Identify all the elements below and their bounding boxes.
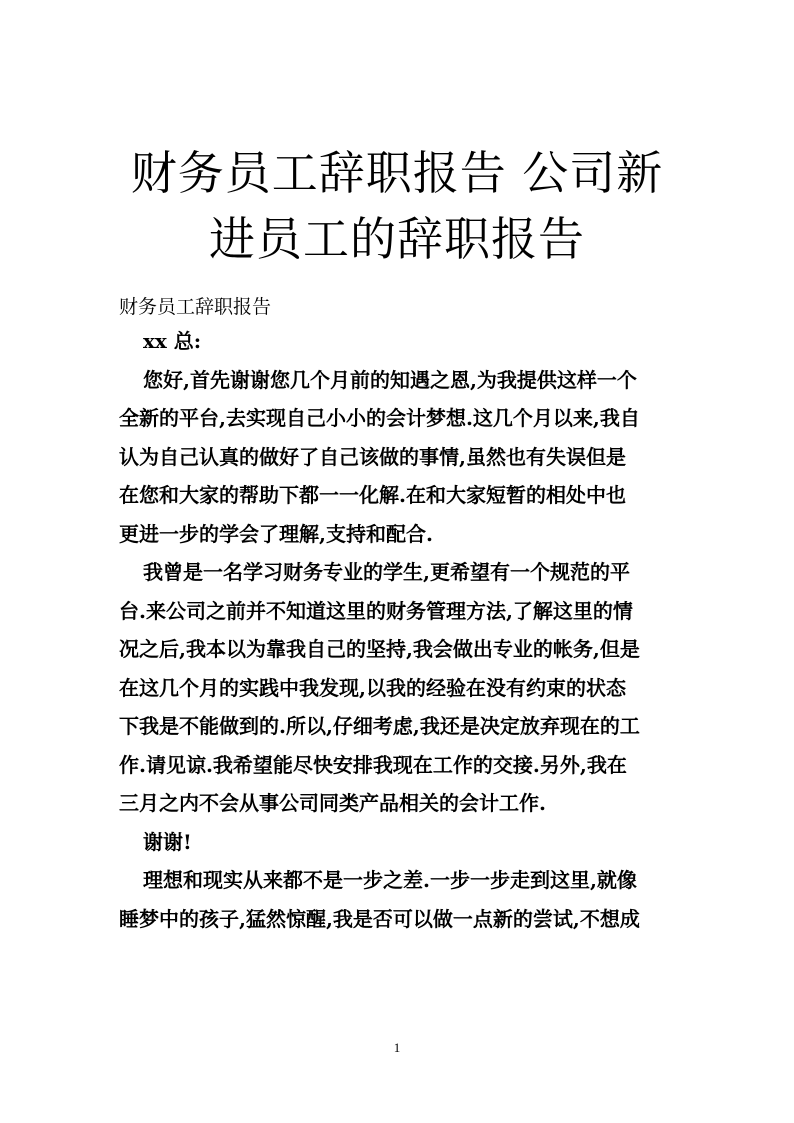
paragraph-line: 下我是不能做到的.所以,仔细考虑,我还是决定放弃现在的工 — [119, 714, 640, 738]
paragraph-line: 认为自己认真的做好了自己该做的事情,虽然也有失误但是 — [119, 444, 626, 469]
paragraph-line: 作.请见谅.我希望能尽快安排我现在工作的交接.另外,我在 — [119, 752, 627, 777]
title-line-2: 进员工的辞职报告 — [209, 212, 585, 266]
document-body — [119, 322, 679, 938]
paragraph-line: 在您和大家的帮助下都一一化解.在和大家短暂的相处中也 — [119, 483, 626, 507]
paragraph-line: 况之后,我本以为靠我自己的坚持,我会做出专业的帐务,但是 — [119, 637, 640, 661]
section-heading: 财务员工辞职报告 — [119, 296, 272, 318]
paragraph-line: 三月之内不会从事公司同类产品相关的会计工作. — [119, 791, 546, 815]
paragraph-line: 理想和现实从来都不是一步之差.一步一步走到这里,就像 — [143, 868, 637, 892]
paragraph-line: 我曾是一名学习财务专业的学生,更希望有一个规范的平 — [143, 560, 630, 584]
paragraph-line: 睡梦中的孩子,猛然惊醒,我是否可以做一点新的尝试,不想成 — [119, 906, 640, 931]
page-number: 1 — [393, 1040, 401, 1055]
paragraph-line: 您好,首先谢谢您几个月前的知遇之恩,为我提供这样一个 — [143, 367, 637, 392]
paragraph-line: 在这几个月的实践中我发现,以我的经验在没有约束的状态 — [119, 675, 626, 700]
title-line-1: 财务员工辞职报告 公司新 — [130, 146, 664, 200]
paragraph-line: 全新的平台,去实现自己小小的会计梦想.这几个月以来,我自 — [119, 406, 640, 430]
paragraph-line: 台.来公司之前并不知道这里的财务管理方法,了解这里的情 — [119, 598, 633, 623]
closing-thanks: 谢谢! — [143, 829, 192, 854]
paragraph-line: 更进一步的学会了理解,支持和配合. — [119, 521, 433, 546]
document-title — [100, 140, 694, 272]
salutation: xx 总: — [143, 329, 202, 353]
